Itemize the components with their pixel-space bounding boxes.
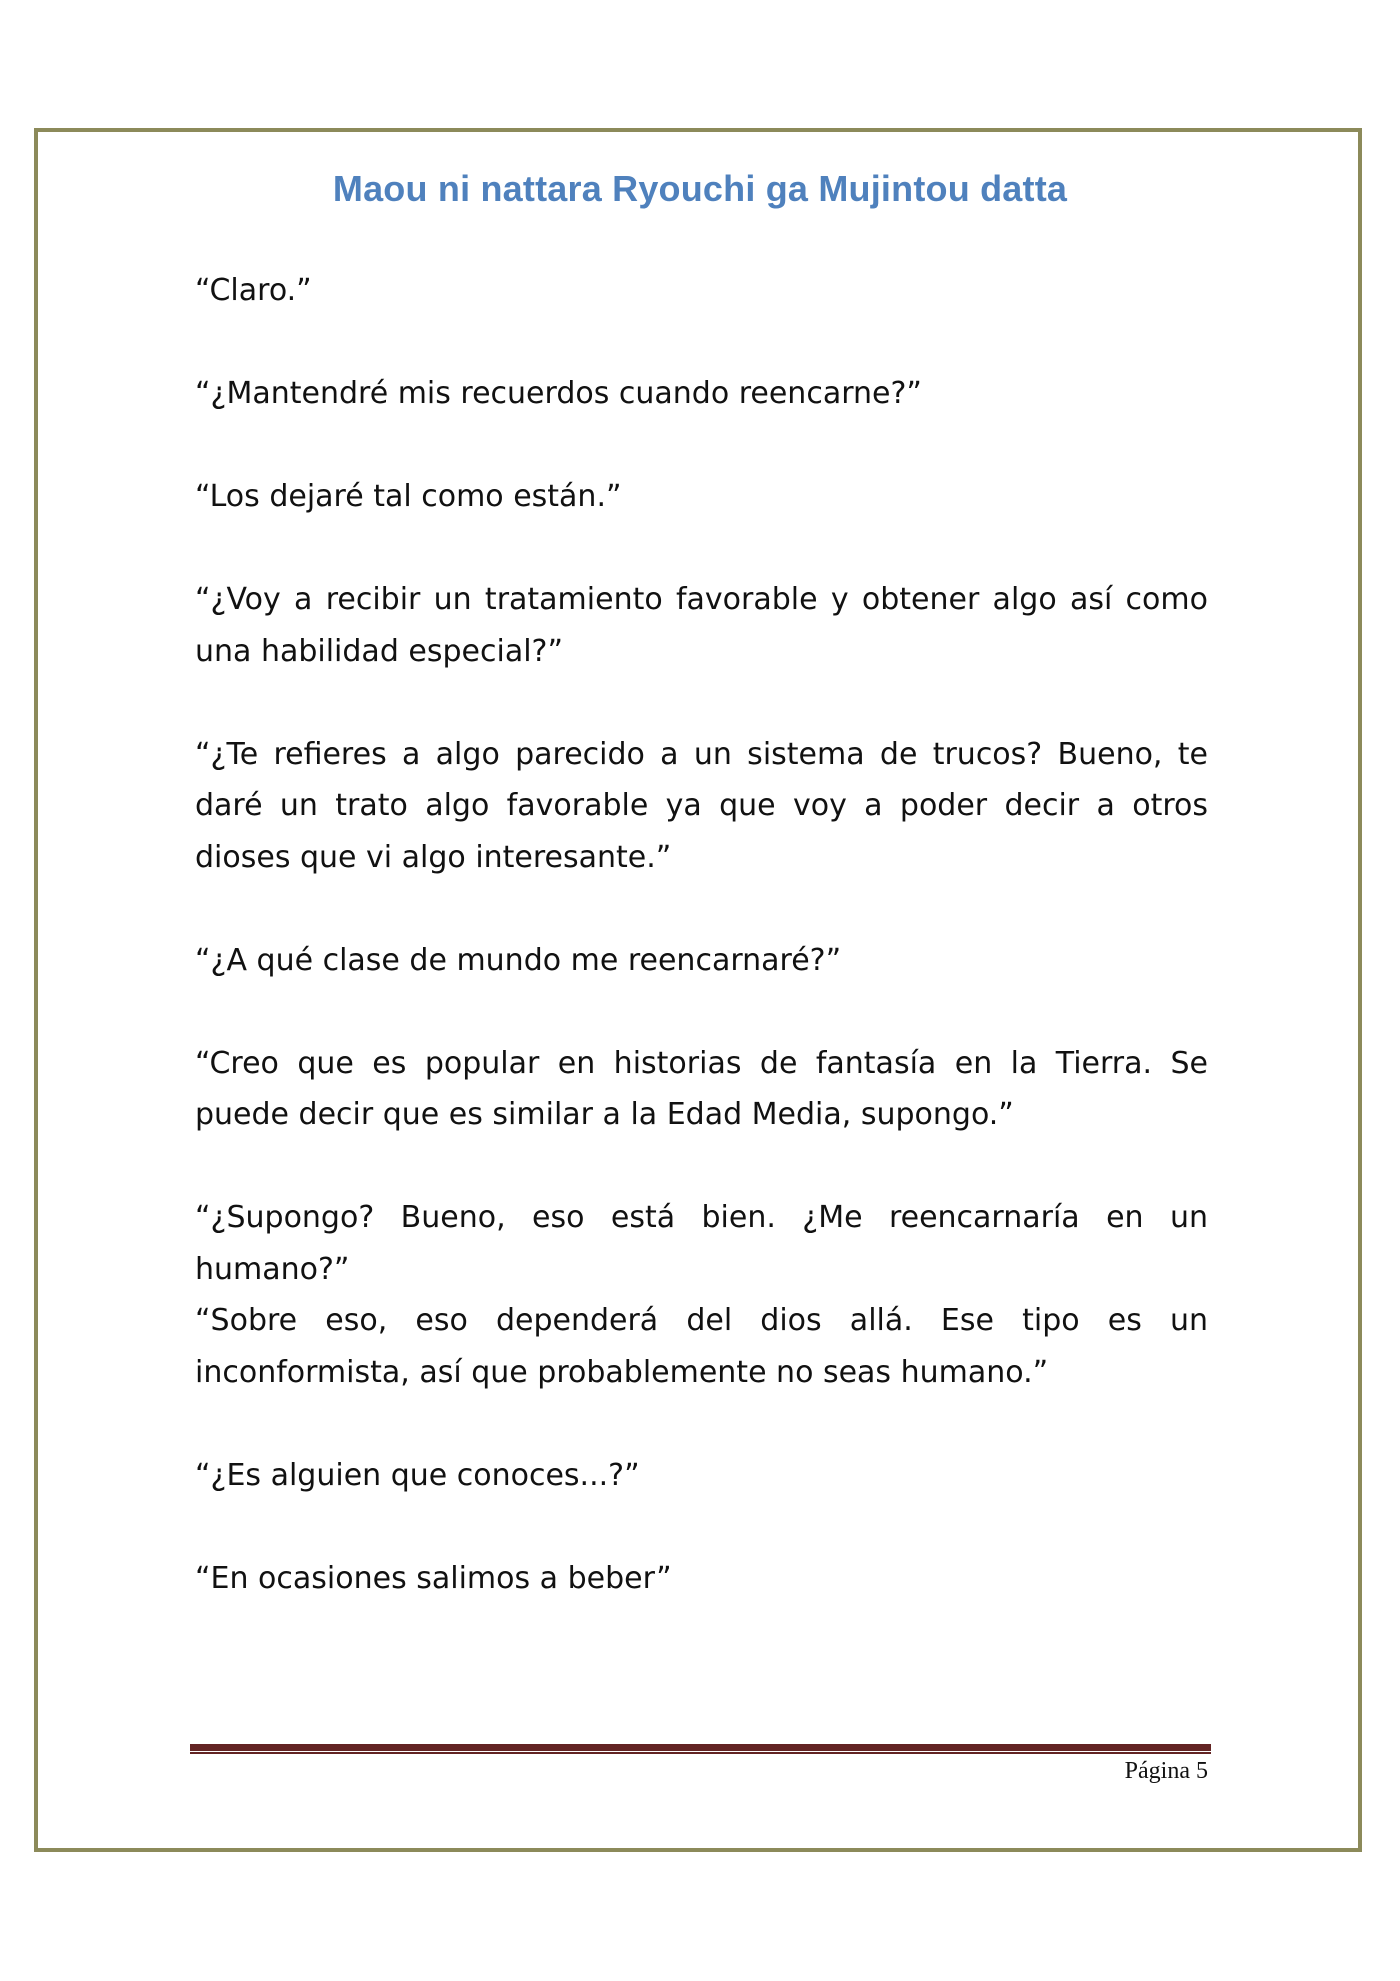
paragraph: “En ocasiones salimos a beber” bbox=[195, 1560, 672, 1596]
paragraph: “¿Es alguien que conoces...?” bbox=[195, 1457, 640, 1493]
footer-rule bbox=[190, 1744, 1211, 1754]
paragraph: “¿Mantendré mis recuerdos cuando reencarne?” bbox=[195, 376, 922, 411]
paragraph: “Sobre eso, eso dependerá del dios allá. Ese tipo es un inconformista, así que probablemente no seas humano.” bbox=[195, 1303, 1208, 1390]
page-number: Página 5 bbox=[1124, 1758, 1208, 1784]
footer-rule-thin bbox=[190, 1752, 1211, 1754]
page-title: Maou ni nattara Ryouchi ga Mujintou datta bbox=[332, 168, 1068, 209]
paragraph: “¿Supongo? Bueno, eso está bien. ¿Me reencarnaría en un humano?” bbox=[195, 1200, 1208, 1287]
body-text bbox=[195, 265, 1208, 1656]
paragraph: “Los dejaré tal como están.” bbox=[195, 479, 622, 514]
paragraph: “Claro.” bbox=[195, 273, 312, 308]
footer-rule-thick bbox=[190, 1744, 1211, 1751]
paragraph: “Creo que es popular en historias de fantasía en la Tierra. Se puede decir que es similar a la Edad Media, supongo.” bbox=[195, 1045, 1208, 1132]
paragraph: “¿Voy a recibir un tratamiento favorable y obtener algo así como una habilidad especial?” bbox=[195, 582, 1208, 669]
paragraph: “¿Te refieres a algo parecido a un sistema de trucos? Bueno, te daré un trato algo favorable ya que voy a poder decir a otros dioses que vi algo interesante.” bbox=[195, 736, 1208, 875]
paragraph: “¿A qué clase de mundo me reencarnaré?” bbox=[195, 942, 842, 978]
